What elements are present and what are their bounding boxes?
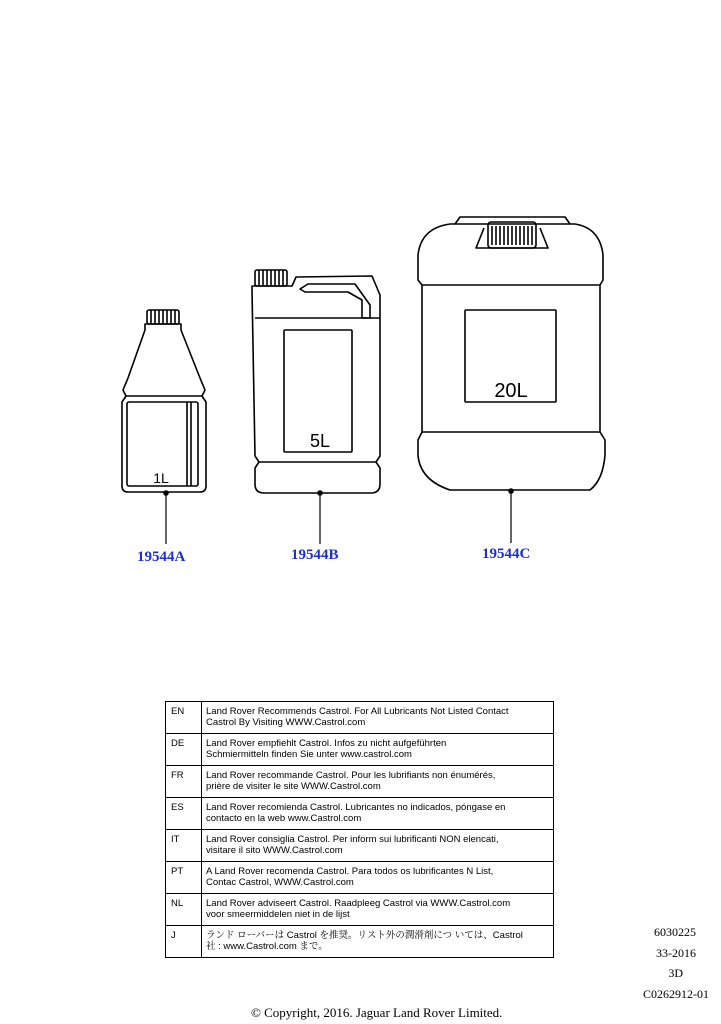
language-text: ランド ローバーは Castrol を推奨。リスト外の潤滑剤につ いては、Castrol 社 : www.Castrol.com まで。 [202, 926, 554, 958]
language-text: Land Rover recommande Castrol. Pour les lubrifiants non énumérés, prière de visiter le site WWW.Castrol.com [202, 766, 554, 798]
lubricant-recommendation-table [165, 701, 554, 958]
language-text: Land Rover consiglia Castrol. Per inform sui lubrificanti NON elencati, visitare il sito WWW.Castrol.com [202, 830, 554, 862]
language-text: Land Rover empfiehlt Castrol. Infos zu nicht aufgeführten Schmiermitteln finden Sie unter www.castrol.com [202, 734, 554, 766]
language-code: IT [166, 830, 202, 862]
language-code: DE [166, 734, 202, 766]
language-code: J [166, 926, 202, 958]
volume-label-1l: 1L [153, 470, 169, 486]
language-code: EN [166, 702, 202, 734]
table-row [166, 798, 554, 830]
table-row [166, 734, 554, 766]
part-callout-19544a[interactable]: 19544A [137, 549, 186, 565]
copyright-notice: © Copyright, 2016. Jaguar Land Rover Limited. [251, 1005, 503, 1020]
illustration-id: C0262912-01 [643, 987, 709, 1001]
table-row [166, 926, 554, 958]
bottle-1l-illustration [122, 310, 206, 492]
table-row [166, 830, 554, 862]
table-row [166, 862, 554, 894]
volume-label-5l: 5L [309, 431, 331, 451]
reference-view: 3D [668, 966, 683, 980]
reference-date: 33-2016 [656, 946, 696, 960]
language-code: ES [166, 798, 202, 830]
table-row [166, 766, 554, 798]
container-5l-illustration [252, 270, 380, 493]
language-code: NL [166, 894, 202, 926]
language-text: Land Rover adviseert Castrol. Raadpleeg Castrol via WWW.Castrol.com voor smeermiddelen niet in de lijst [202, 894, 554, 926]
language-text: Land Rover Recommends Castrol. For All Lubricants Not Listed Contact Castrol By Visiting WWW.Castrol.com [202, 702, 554, 734]
language-code: FR [166, 766, 202, 798]
volume-label-20l: 20L [494, 380, 528, 402]
part-callout-19544b[interactable]: 19544B [291, 547, 339, 563]
table-row [166, 702, 554, 734]
language-code: PT [166, 862, 202, 894]
part-callout-19544c[interactable]: 19544C [482, 546, 531, 562]
table-row [166, 894, 554, 926]
language-text: Land Rover recomienda Castrol. Lubricantes no indicados, póngase en contacto en la web www.Castrol.com [202, 798, 554, 830]
container-20l-illustration [418, 217, 605, 490]
reference-number: 6030225 [654, 925, 696, 939]
language-text: A Land Rover recomenda Castrol. Para todos os lubrificantes N List, Contac Castrol, WWW.Castrol.com [202, 862, 554, 894]
